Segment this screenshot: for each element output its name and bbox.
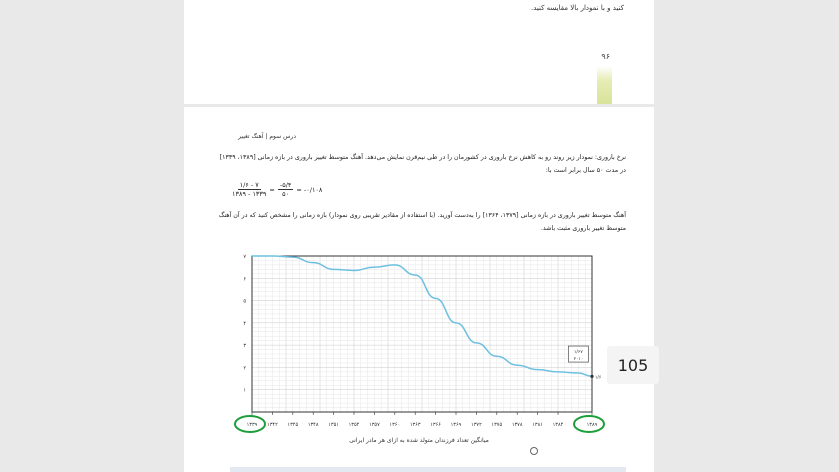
x-tick-label: ۱۳۵۴ xyxy=(348,422,360,428)
page-corner-decoration xyxy=(597,66,612,104)
x-tick-label: ۱۳۶۶ xyxy=(430,422,441,428)
x-tick-label: ۱۳۸۱ xyxy=(532,422,543,428)
x-tick-label: ۱۳۷۵ xyxy=(491,422,503,428)
x-tick-label: ۱۳۶۹ xyxy=(450,422,462,428)
chart-caption: میانگین تعداد فرزندان متولد شده به ازای هر مادر ایرانی xyxy=(349,437,489,444)
y-tick-label: ۶ xyxy=(243,276,246,283)
y-tick-label: ۲ xyxy=(243,365,246,372)
annotation-line-2: ۲۰۱۰ xyxy=(573,357,584,363)
x-tick-label: ۱۳۴۲ xyxy=(267,422,278,428)
y-tick-label: ۳ xyxy=(243,343,246,350)
x-tick-label: ۱۳۶۰ xyxy=(389,422,401,428)
end-point-label: ۱/۶ xyxy=(595,375,602,381)
end-point xyxy=(590,375,593,378)
fraction-1-numerator: ۱/۶ - ۷ xyxy=(239,181,259,189)
page-number: ۹۶ xyxy=(601,52,610,61)
fraction-2-denominator: ۵۰ xyxy=(282,190,290,198)
x-tick-label: ۱۳۸۴ xyxy=(552,422,564,428)
fertility-chart xyxy=(230,250,610,440)
side-page-number: 105 xyxy=(607,346,659,384)
x-tick-label: ۱۳۵۷ xyxy=(369,422,380,428)
y-tick-label: ۷ xyxy=(243,254,246,260)
average-rate-formula: $\frac{۱/۶ - ۷}{۱۳۸۹ - ۱۳۳۹}$ = $\frac{-۵/۴}{۵۰}$ = -۰/۱۰۸ xyxy=(232,181,323,198)
x-tick-label: ۱۳۳۹ xyxy=(246,422,258,428)
fraction-1-denominator: ۱۳۸۹ - ۱۳۳۹ xyxy=(232,190,267,198)
annotation-line-1: ۱/۶۷ xyxy=(574,350,583,356)
y-tick-label: ۱ xyxy=(243,387,246,394)
x-tick-label: ۱۳۶۳ xyxy=(409,422,421,428)
x-tick-label: ۱۳۸۹ xyxy=(586,422,598,428)
x-tick-label: ۱۳۴۸ xyxy=(307,422,319,428)
y-tick-label: ۴ xyxy=(243,320,246,327)
paragraph-exercise: آهنگ متوسط تغییر باروری در بازه زمانی [۱۳۷۹، ۱۳۶۴] را به‌دست آورید. (با استفاده از مقادیر تقریبی روی نمودار) بازه زمانی را مشخص کنید که در آن آهنگ متوسط تغییر باروری مثبت باشد. xyxy=(218,212,626,232)
fraction-1 xyxy=(232,181,266,198)
x-tick-label: ۱۳۷۲ xyxy=(471,422,482,428)
x-tick-label: ۱۳۴۵ xyxy=(287,422,299,428)
bottom-toolbar xyxy=(230,467,626,472)
paragraph-fertility-rate: نرخ باروری: نمودار زیر روند رو به کاهش نرخ باروری در کشورمان را در طی نیم‌قرن نمایش می‌دهد. آهنگ متوسط تغییر باروری در بازه زمانی [۱۳۸۹، ۱۳۳۹] در مدت ۵۰ سال برابر است با: xyxy=(219,154,626,174)
formula-result: = -۰/۱۰۸ xyxy=(296,185,323,194)
x-tick-label: ۱۳۷۸ xyxy=(511,422,523,428)
fraction-2-numerator: -۵/۴ xyxy=(279,181,292,189)
previous-page-text: کنید و با نمودار بالا مقایسه کنید. xyxy=(531,4,624,12)
previous-page xyxy=(184,0,654,104)
x-tick-label: ۱۳۵۱ xyxy=(328,422,339,428)
y-tick-label: ۵ xyxy=(243,298,246,305)
circle-icon[interactable] xyxy=(530,447,538,455)
fraction-2 xyxy=(278,181,294,198)
lesson-header: درس سوم | آهنگ تغییر xyxy=(238,133,296,140)
